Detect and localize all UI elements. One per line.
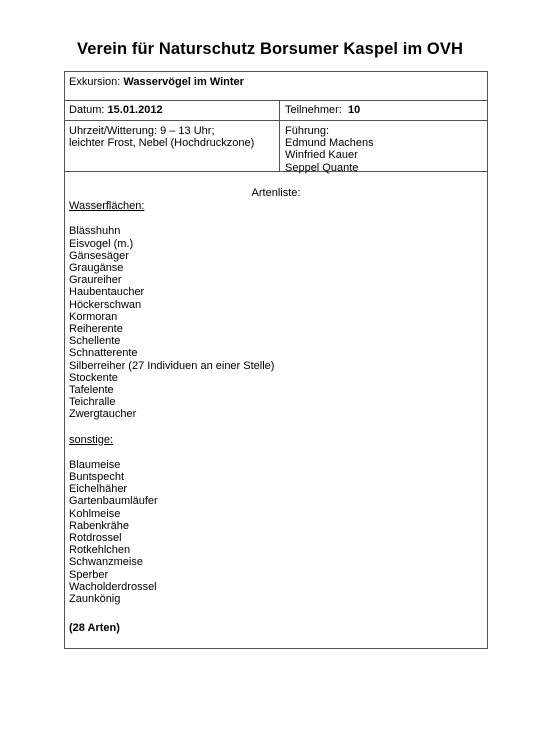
species-item: Gänsesäger [69,249,129,262]
participants-value: 10 [347,104,361,116]
species-item: Sperber [69,568,109,581]
species-item: Graureiher [69,274,122,287]
species-item: Schellente [69,335,121,348]
other-section-label: sonstige: [69,433,114,446]
species-item: Haubentaucher [69,286,145,299]
species-item: Reiherente [69,323,123,336]
species-item: Zwergtaucher [69,408,137,421]
species-item: Rotkehlchen [69,544,131,557]
species-section [69,187,483,635]
species-item: Blaumeise [69,458,121,471]
guide-name: Seppel Quante [285,161,359,174]
time-weather-row [65,121,487,172]
guide-name: Winfried Kauer [285,149,358,162]
guides-cell [285,125,374,174]
species-item: Graugänse [69,262,124,275]
species-item: Kohlmeise [69,507,121,520]
species-item: Schwanzmeise [69,556,143,569]
species-item: Stockente [69,371,118,384]
column-divider [279,101,280,120]
time-weather-cell [69,125,254,149]
guide-name: Edmund Machens [285,137,374,150]
guides-label: Führung: [285,125,330,137]
participants-cell [285,104,360,116]
time-weather-line-2: leichter Frost, Nebel (Hochdruckzone) [69,137,255,150]
species-item: Tafelente [69,384,114,397]
species-item: Silberreiher (27 Individuen an einer Stelle) [69,359,275,372]
species-item: Rotdrossel [69,532,122,545]
date-row [65,101,487,121]
other-species-list [69,459,483,605]
species-item: Gartenbaumläufer [69,495,158,508]
excursion-value: Wasservögel im Winter [123,76,244,88]
participants-label: Teilnehmer: [285,104,342,116]
water-section-label: Wasserflächen: [69,200,145,213]
species-item: Buntspecht [69,471,125,484]
time-weather-line-1: Uhrzeit/Witterung: 9 – 13 Uhr; [69,125,215,137]
species-item: Zaunkönig [69,593,121,606]
species-item: Höckerschwan [69,298,142,311]
species-item: Schnatterente [69,347,138,360]
excursion-form [64,71,488,649]
species-item: Blässhuhn [69,225,121,238]
species-total: (28 Arten) [69,622,120,635]
species-item: Eisvogel (m.) [69,237,134,250]
page-title: Verein für Naturschutz Borsumer Kaspel im OVH [77,40,463,58]
excursion-cell [69,76,244,88]
date-label: Datum: [69,104,105,116]
species-item: Kormoran [69,310,118,323]
date-value: 15.01.2012 [107,104,163,116]
excursion-label: Exkursion: [69,76,121,88]
species-item: Teichralle [69,396,116,409]
water-species-list [69,225,483,420]
excursion-row [65,72,487,101]
species-item: Wacholderdrossel [69,580,157,593]
column-divider [279,121,280,171]
species-item: Eichelhäher [69,483,128,496]
species-heading: Artenliste: [251,187,301,199]
species-item: Rabenkrähe [69,519,129,532]
date-cell [69,104,163,116]
